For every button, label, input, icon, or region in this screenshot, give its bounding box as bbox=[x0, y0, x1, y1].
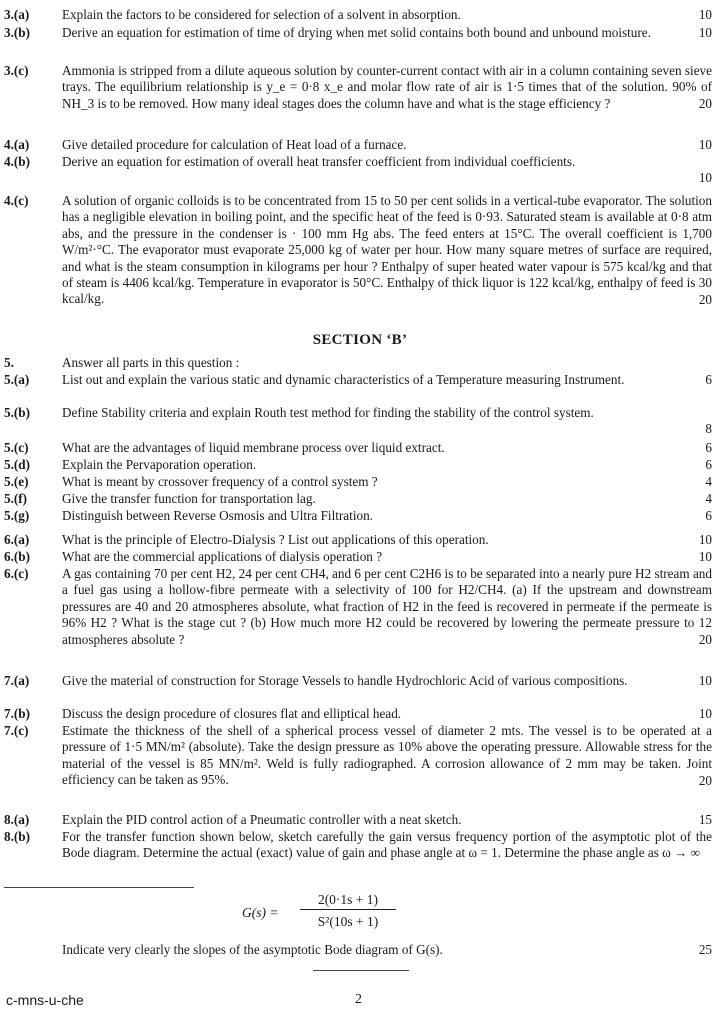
question-text: Derive an equation for estimation of overall heat transfer coefficient from individual coefficients. bbox=[62, 154, 576, 169]
marks: 15 bbox=[698, 812, 712, 827]
question-text: Ammonia is stripped from a dilute aqueous solution by counter-current contact with air in a column containing seven sieve trays. The equilibrium relationship is y_e = 0·8 x_e and molar flow rate of air is 1·5 times that of the solution. 90% of NH_3 is to be removed. How many ideal stages does the column have and what is the stage efficiency ? bbox=[62, 63, 712, 111]
question-number: 5.(b) bbox=[4, 405, 31, 420]
question-5 bbox=[4, 355, 712, 371]
question-5a bbox=[4, 372, 712, 389]
question-4b bbox=[4, 154, 712, 187]
question-text: Define Stability criteria and explain Routh test method for finding the stability of the control system. bbox=[62, 405, 594, 420]
formula-lhs: G(s) = bbox=[242, 905, 279, 920]
section-title: SECTION ‘B’ bbox=[312, 332, 408, 348]
question-number: 3.(a) bbox=[4, 7, 30, 22]
marks: 10 bbox=[698, 137, 712, 152]
question-7a bbox=[4, 673, 712, 690]
formula-numerator: 2(0·1s + 1) bbox=[317, 892, 379, 907]
question-6a bbox=[4, 532, 712, 548]
question-text: Distinguish between Reverse Osmosis and Ultra Filtration. bbox=[62, 508, 373, 523]
question-7c bbox=[4, 723, 712, 789]
question-3c bbox=[4, 63, 712, 113]
question-text: Indicate very clearly the slopes of the asymptotic Bode diagram of G(s). bbox=[62, 942, 443, 957]
question-6b bbox=[4, 549, 712, 565]
question-text: Derive an equation for estimation of time of drying when met solid contains both bound and unbound moisture. bbox=[62, 25, 651, 40]
question-number: 5.(c) bbox=[4, 440, 29, 455]
question-text: Explain the PID control action of a Pneumatic controller with a neat sketch. bbox=[62, 812, 462, 827]
divider-line bbox=[4, 887, 194, 888]
question-5g bbox=[4, 508, 712, 524]
marks: 20 bbox=[698, 291, 712, 307]
page-number: 2 bbox=[355, 992, 362, 1007]
question-text: Explain the Pervaporation operation. bbox=[62, 457, 257, 472]
question-text: What is meant by crossover frequency of a control system ? bbox=[62, 474, 378, 489]
marks: 20 bbox=[698, 632, 712, 648]
question-number: 5. bbox=[4, 355, 14, 370]
question-3a bbox=[4, 7, 712, 23]
question-number: 5.(f) bbox=[4, 491, 28, 506]
question-3b bbox=[4, 25, 712, 42]
question-number: 8.(b) bbox=[4, 829, 31, 844]
question-5e bbox=[4, 474, 712, 490]
question-text: Estimate the thickness of the shell of a spherical process vessel of diameter 2 mts. The vessel is to be operated at a pressure of 1·5 MN/m² (absolute). Take the design pressure as 10% above the operating pressure. Allowable stress for the material of the vessel is 85 MN/m². Weld is fully radiographed. A corrosion allowance of 2 mm may be taken. Joint efficiency can be taken as 95%. bbox=[62, 723, 712, 788]
question-number: 6.(c) bbox=[4, 566, 29, 581]
question-8b bbox=[4, 829, 712, 862]
marks: 10 bbox=[698, 170, 712, 186]
formula-denominator: S²(10s + 1) bbox=[317, 914, 379, 929]
question-number: 6.(a) bbox=[4, 532, 30, 547]
question-text: Give detailed procedure for calculation of Heat load of a furnace. bbox=[62, 137, 407, 152]
question-number: 5.(g) bbox=[4, 508, 30, 523]
paper-code: c-mns-u-che bbox=[6, 992, 84, 1008]
question-number: 5.(d) bbox=[4, 457, 31, 472]
question-8b-final bbox=[4, 942, 712, 958]
marks: 8 bbox=[705, 421, 712, 437]
question-number: 4.(a) bbox=[4, 137, 30, 152]
question-text: What is the principle of Electro-Dialysis ? List out applications of this operation. bbox=[62, 532, 489, 547]
question-text: Explain the factors to be considered for selection of a solvent in absorption. bbox=[62, 7, 461, 22]
question-number: 4.(b) bbox=[4, 154, 31, 169]
question-6c bbox=[4, 566, 712, 648]
marks: 20 bbox=[698, 96, 712, 112]
marks: 6 bbox=[705, 457, 712, 472]
marks: 6 bbox=[705, 508, 712, 523]
end-rule bbox=[313, 970, 409, 971]
question-number: 8.(a) bbox=[4, 812, 30, 827]
question-text: List out and explain the various static and dynamic characteristics of a Temperature measuring Instrument. bbox=[62, 372, 625, 387]
question-4a bbox=[4, 137, 712, 153]
question-4c bbox=[4, 193, 712, 308]
marks: 25 bbox=[698, 942, 712, 957]
question-number: 3.(b) bbox=[4, 25, 31, 40]
marks: 4 bbox=[705, 491, 712, 506]
fraction-bar bbox=[300, 909, 396, 910]
question-number: 6.(b) bbox=[4, 549, 31, 564]
question-text: What are the advantages of liquid membrane process over liquid extract. bbox=[62, 440, 445, 455]
marks: 10 bbox=[698, 532, 712, 547]
question-text: Give the transfer function for transportation lag. bbox=[62, 491, 316, 506]
question-5b bbox=[4, 405, 712, 438]
question-number: 7.(c) bbox=[4, 723, 29, 738]
marks: 6 bbox=[705, 440, 712, 455]
question-5c bbox=[4, 440, 712, 456]
question-5d bbox=[4, 457, 712, 473]
question-number: 4.(c) bbox=[4, 193, 29, 208]
question-text: Give the material of construction for Storage Vessels to handle Hydrochloric Acid of various compositions. bbox=[62, 673, 628, 688]
question-number: 7.(a) bbox=[4, 673, 30, 688]
marks: 10 bbox=[698, 549, 712, 564]
question-number: 3.(c) bbox=[4, 63, 29, 78]
marks: 10 bbox=[698, 7, 712, 22]
question-text: For the transfer function shown below, sketch carefully the gain versus frequency portion of the asymptotic plot of the Bode diagram. Determine the actual (exact) value of gain and phase angle at ω = 1. Determine the phase angle as ω → ∞ bbox=[62, 829, 712, 861]
question-8a bbox=[4, 812, 712, 828]
transfer-function-formula bbox=[230, 892, 460, 936]
question-number: 5.(a) bbox=[4, 372, 30, 387]
question-text: What are the commercial applications of dialysis operation ? bbox=[62, 549, 383, 564]
question-7b bbox=[4, 706, 712, 722]
question-5f bbox=[4, 491, 712, 507]
marks: 10 bbox=[698, 673, 712, 689]
question-text: Discuss the design procedure of closures flat and elliptical head. bbox=[62, 706, 402, 721]
marks: 6 bbox=[705, 372, 712, 388]
marks: 20 bbox=[698, 772, 712, 788]
question-text: A gas containing 70 per cent H2, 24 per cent CH4, and 6 per cent C2H6 is to be separated into a nearly pure H2 stream and a fuel gas using a hollow-fibre permeate with a selectivity of 100 for H2/CH4. (a) If the upstream and downstream pressures are 40 and 20 atmospheres absolute, what fraction of H2 in the feed is recovered in permeate if the permeate is 96% H2 ? What is the stage cut ? (b) How much more H2 could be recovered by lowering the permeate pressure to 12 atmospheres absolute ? bbox=[62, 566, 712, 647]
question-number: 7.(b) bbox=[4, 706, 31, 721]
marks: 10 bbox=[698, 25, 712, 41]
question-number: 5.(e) bbox=[4, 474, 29, 489]
marks: 4 bbox=[705, 474, 712, 489]
marks: 10 bbox=[698, 706, 712, 721]
question-text: Answer all parts in this question : bbox=[62, 355, 240, 370]
question-text: A solution of organic colloids is to be concentrated from 15 to 50 per cent solids in a vertical-tube evaporator. The solution has a negligible elevation in boiling point, and the specific heat of the feed is 0·93. Saturated steam is available at 0·8 atm abs, and the pressure in the condenser is · 100 mm Hg abs. The feed enters at 15°C. The overall coefficient is 1,700 W/m²·°C. The evaporator must evaporate 25,000 kg of water per hour. How many square metres of surface are required, and what is the steam consumption in kilograms per hour ? Enthalpy of super heated water vapour is 575 kcal/kg and that of steam is 4406 kcal/kg. Temperature in evaporator is 50°C. Enthalpy of thick liquor is 122 kcal/kg, enthalpy of feed is 30 kcal/kg. bbox=[62, 193, 712, 307]
